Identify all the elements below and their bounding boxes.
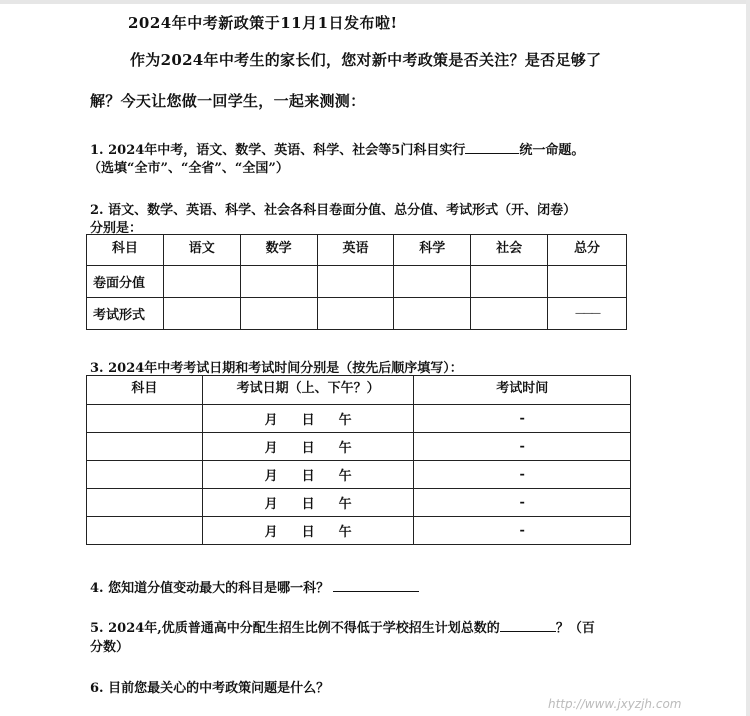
time-cell[interactable]: - bbox=[414, 461, 631, 489]
month-label: 月 bbox=[264, 413, 278, 428]
noon-label: 午 bbox=[338, 413, 352, 428]
header-cell: 科学 bbox=[394, 235, 471, 266]
time-cell[interactable]: - bbox=[414, 405, 631, 433]
question-5-blank[interactable] bbox=[500, 619, 556, 632]
date-cell[interactable] bbox=[202, 405, 414, 433]
month-label: 月 bbox=[264, 469, 278, 484]
subject-cell[interactable] bbox=[87, 405, 203, 433]
header-cell: 科目 bbox=[87, 376, 203, 405]
question-4-text: 4. 您知道分值变动最大的科目是哪一科？ bbox=[90, 581, 330, 596]
answer-cell[interactable] bbox=[163, 266, 240, 298]
table-header-row bbox=[87, 235, 627, 266]
day-label: 日 bbox=[301, 441, 315, 456]
day-label: 日 bbox=[301, 497, 315, 512]
answer-cell[interactable] bbox=[471, 266, 548, 298]
subject-cell[interactable] bbox=[87, 517, 203, 545]
total-form-dash: ——— bbox=[548, 298, 627, 330]
question-5 bbox=[90, 617, 595, 636]
table-row bbox=[87, 405, 631, 433]
date-cell[interactable] bbox=[202, 433, 414, 461]
header-cell: 社会 bbox=[471, 235, 548, 266]
noon-label: 午 bbox=[338, 525, 352, 540]
answer-cell[interactable] bbox=[240, 298, 317, 330]
table-row bbox=[87, 266, 627, 298]
question-3: 3. 2024年中考考试日期和考试时间分别是（按先后顺序填写）： bbox=[90, 361, 463, 376]
header-cell: 数学 bbox=[240, 235, 317, 266]
page-top-border bbox=[0, 0, 750, 4]
day-label: 日 bbox=[301, 413, 315, 428]
subject-cell[interactable] bbox=[87, 433, 203, 461]
row-label: 考试形式 bbox=[87, 298, 164, 330]
exam-schedule-table bbox=[86, 375, 631, 545]
month-label: 月 bbox=[264, 497, 278, 512]
answer-cell[interactable] bbox=[317, 298, 394, 330]
table-row bbox=[87, 433, 631, 461]
question-5-line-2: 分数） bbox=[90, 640, 130, 655]
answer-cell[interactable] bbox=[163, 298, 240, 330]
question-2-line-2: 分别是： bbox=[90, 221, 143, 236]
question-1-blank[interactable] bbox=[465, 141, 519, 154]
table-header-row bbox=[87, 376, 631, 405]
date-cell[interactable] bbox=[202, 489, 414, 517]
table-row bbox=[87, 489, 631, 517]
answer-cell[interactable] bbox=[394, 266, 471, 298]
question-1-text-after: 统一命题。 bbox=[519, 143, 585, 158]
question-4-blank[interactable] bbox=[333, 579, 419, 592]
noon-label: 午 bbox=[338, 441, 352, 456]
table-row bbox=[87, 298, 627, 330]
answer-cell[interactable] bbox=[471, 298, 548, 330]
table-row bbox=[87, 461, 631, 489]
intro-line-1: 作为2024年中考生的家长们，您对新中考政策是否关注？是否足够了 bbox=[130, 51, 602, 69]
header-cell: 考试时间 bbox=[414, 376, 631, 405]
question-1-note: （选填“全市”、“全省”、“全国”） bbox=[88, 161, 289, 176]
header-cell: 英语 bbox=[317, 235, 394, 266]
month-label: 月 bbox=[264, 441, 278, 456]
answer-cell[interactable] bbox=[317, 266, 394, 298]
noon-label: 午 bbox=[338, 497, 352, 512]
row-label: 卷面分值 bbox=[87, 266, 164, 298]
day-label: 日 bbox=[301, 469, 315, 484]
header-cell: 科目 bbox=[87, 235, 164, 266]
month-label: 月 bbox=[264, 525, 278, 540]
question-6: 6. 目前您最关心的中考政策问题是什么？ bbox=[90, 681, 330, 696]
subject-cell[interactable] bbox=[87, 461, 203, 489]
subject-cell[interactable] bbox=[87, 489, 203, 517]
time-cell[interactable]: - bbox=[414, 517, 631, 545]
score-form-table bbox=[86, 234, 627, 330]
page-right-border bbox=[746, 0, 750, 716]
question-4 bbox=[90, 577, 419, 596]
day-label: 日 bbox=[301, 525, 315, 540]
watermark: http://www.jxyzjh.com bbox=[548, 697, 682, 711]
intro-line-2: 解？今天让您做一回学生，一起来测测： bbox=[90, 92, 366, 110]
header-cell: 总分 bbox=[548, 235, 627, 266]
page-title: 2024年中考新政策于11月1日发布啦! bbox=[128, 14, 398, 32]
question-5-text: 5. 2024年,优质普通高中分配生招生比例不得低于学校招生计划总数的 bbox=[90, 621, 500, 636]
time-cell[interactable]: - bbox=[414, 433, 631, 461]
question-5-text-after: ？（百 bbox=[555, 621, 595, 636]
question-1-text: 1. 2024年中考，语文、数学、英语、科学、社会等5门科目实行 bbox=[90, 143, 466, 158]
header-cell: 语文 bbox=[163, 235, 240, 266]
date-cell[interactable] bbox=[202, 461, 414, 489]
header-cell: 考试日期（上、下午？） bbox=[202, 376, 414, 405]
question-2-line-1: 2. 语文、数学、英语、科学、社会各科目卷面分值、总分值、考试形式（开、闭卷） bbox=[90, 203, 577, 218]
answer-cell[interactable] bbox=[548, 266, 627, 298]
question-1 bbox=[90, 139, 584, 158]
noon-label: 午 bbox=[338, 469, 352, 484]
answer-cell[interactable] bbox=[394, 298, 471, 330]
time-cell[interactable]: - bbox=[414, 489, 631, 517]
table-row bbox=[87, 517, 631, 545]
answer-cell[interactable] bbox=[240, 266, 317, 298]
date-cell[interactable] bbox=[202, 517, 414, 545]
